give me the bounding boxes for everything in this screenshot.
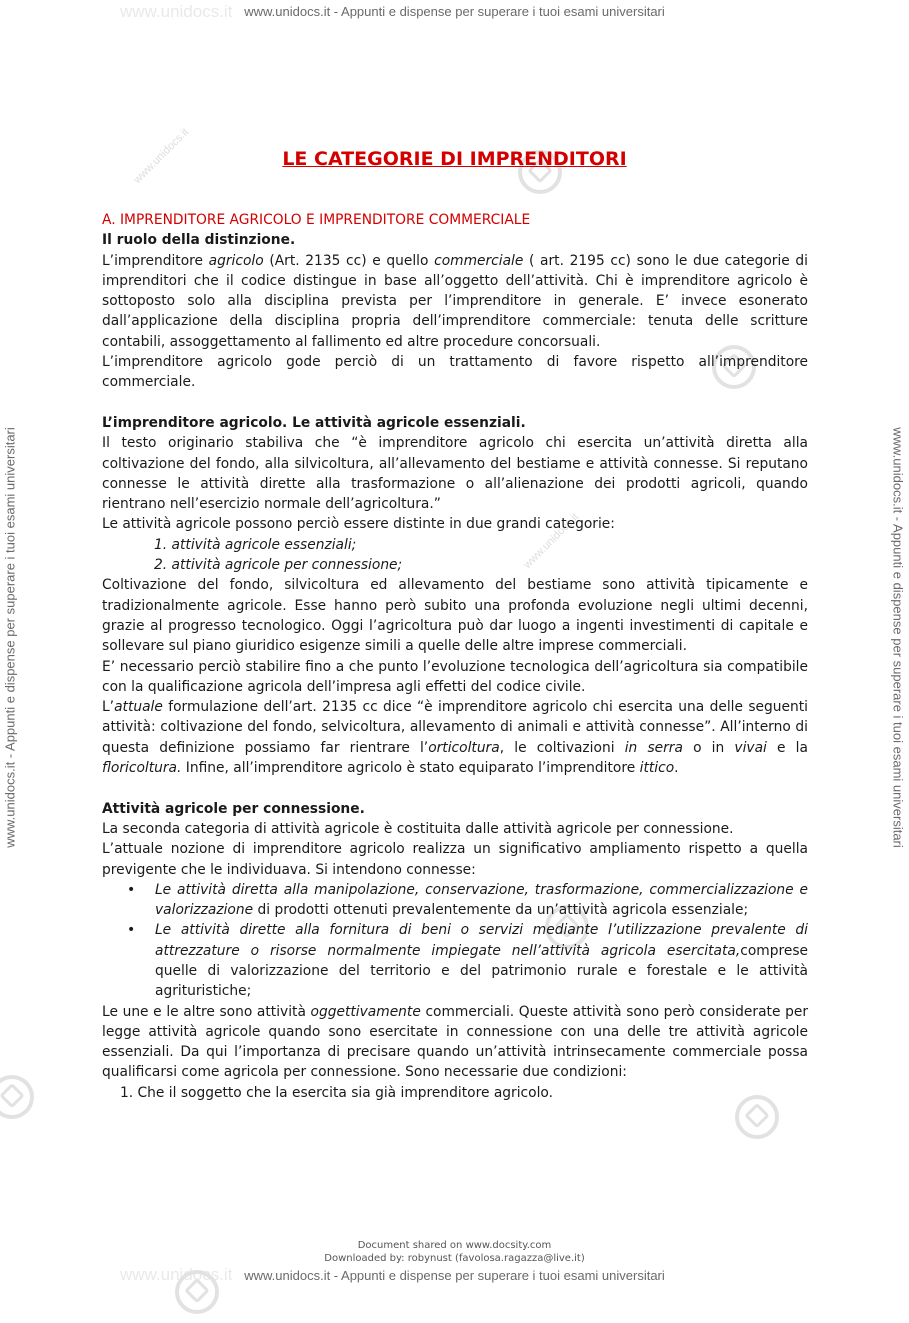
text-run: L’imprenditore <box>102 252 209 269</box>
paragraph <box>102 251 808 352</box>
text-run: ( art. 2195 cc) sono le due categorie di imprenditori che il codice distingue in base all’oggetto dell’attività. Chi è imprenditore agricolo è sottoposto solo alla disciplina prevista per l’imprenditore in generale. E’ invece esonerato dall’applicazione della disciplina propria dell’imprenditore commerciale: tenuta delle scritture contabili, assoggettamento al fallimento ed altre procedure concorsuali. <box>102 252 809 350</box>
text-run-italic: vivai <box>734 739 767 756</box>
watermark-banner-right: www.unidocs.it - Appunti e dispense per superare i tuoi esami universitari <box>890 427 906 848</box>
text-run: formulazione dell’art. 2135 cc dice “è imprenditore agricolo chi esercita una delle seguenti attività: coltivazione del fondo, selvicoltura, allevamento di animali e attività connesse”. All’interno di questa definizione possiamo far rientrare l’ <box>102 699 808 756</box>
document-body <box>102 210 808 1103</box>
text-run-italic: commerciale <box>434 252 524 269</box>
text-run: Infine, all’imprenditore agricolo è stato equiparato l’imprenditore <box>181 760 640 777</box>
categories-list <box>102 535 808 576</box>
paragraph: Le attività agricole possono perciò essere distinte in due grandi categorie: <box>102 516 615 533</box>
text-run: o in <box>682 739 735 756</box>
list-item <box>102 920 808 1001</box>
paragraph: E’ necessario perciò stabilire fino a che punto l’evoluzione tecnologica dell’agricoltura sia compatibile con la qualificazione agricola dell’impresa agli effetti del codice civile. <box>102 658 808 695</box>
text-run-italic: floricoltura. <box>102 760 182 777</box>
paragraph: Il testo originario stabiliva che “è imprenditore agricolo chi esercita un’attività diretta alla coltivazione del fondo, alla silvicoltura, all’allevamento del bestiame e attività connesse. Si reputano connesse le attività dirette alla trasformazione o all’alienazione dei prodotti agricoli, quando rientrano nell’esercizio normale dell’agricoltura.” <box>102 435 808 513</box>
conditions-list <box>102 1083 808 1103</box>
text-run-italic: orticoltura <box>428 739 500 756</box>
text-run: L’ <box>102 699 115 716</box>
paragraph: L’imprenditore agricolo gode perciò di un trattamento di favore rispetto all’imprenditore commerciale. <box>102 354 808 391</box>
spacer <box>102 393 808 413</box>
section-heading-a: A. IMPRENDITORE AGRICOLO E IMPRENDITORE COMMERCIALE <box>102 212 531 228</box>
text-run: Le une e le altre sono attività <box>102 1003 311 1020</box>
list-item <box>102 880 808 921</box>
ghost-watermark-diag: www.unidocs.it <box>131 126 192 186</box>
list-item: 1. attività agricole essenziali; <box>154 536 357 553</box>
text-run-italic: attuale <box>114 699 163 716</box>
footer-shared-line: Document shared on www.docsity.com <box>357 1240 552 1251</box>
paragraph: L’attuale nozione di imprenditore agricolo realizza un significativo ampliamento rispetto a quella previgente che le individuava. Si intendono connesse: <box>102 841 808 878</box>
list-item: 1. Che il soggetto che la esercita sia già imprenditore agricolo. <box>120 1084 553 1101</box>
text-run-italic: ittico <box>639 760 675 777</box>
spacer <box>102 778 808 798</box>
watermark-banner-top: www.unidocs.it - Appunti e dispense per superare i tuoi esami universitari <box>244 4 665 19</box>
text-run-italic: Le attività diretta alla manipolazione, conservazione, trasformazione, commercializzazione e valorizzazione <box>155 881 808 919</box>
list-item: 2. attività agricole per connessione; <box>154 557 403 574</box>
bullet-icon: • <box>127 922 136 939</box>
watermark-banner-left: www.unidocs.it - Appunti e dispense per superare i tuoi esami universitari <box>2 427 18 848</box>
page-title: LE CATEGORIE DI IMPRENDITORI <box>282 148 627 170</box>
footer-downloaded-line: Downloaded by: robynust (favolosa.ragazza@live.it) <box>324 1253 585 1264</box>
paragraph: Coltivazione del fondo, silvicoltura ed allevamento del bestiame sono attività tipicamente e tradizionalmente agricole. Esse hanno però subito una profonda evoluzione negli ultimi decenni, grazie al progresso tecnologico. Oggi l’agricoltura può dar luogo a ingenti investimenti di capitale e sollevare sul piano giuridico esigenze simili a quelle delle altre imprese commerciali. <box>102 577 808 655</box>
ghost-watermark-diag: www.unidocs.it <box>521 511 582 571</box>
text-run-italic: in serra <box>624 739 683 756</box>
text-run: . <box>674 760 679 777</box>
text-run: , le coltivazioni <box>499 739 625 756</box>
text-run: e la <box>766 739 808 756</box>
text-run: di prodotti ottenuti prevalentemente da un’attività agricola essenziale; <box>253 902 749 919</box>
bullet-icon: • <box>127 881 136 898</box>
text-run-italic: agricolo <box>208 252 264 269</box>
watermark-banner-bottom: www.unidocs.it - Appunti e dispense per superare i tuoi esami universitari <box>244 1268 665 1283</box>
subheading-agricultural: L’imprenditore agricolo. Le attività agricole essenziali. <box>102 414 526 431</box>
text-run-italic: oggettivamente <box>310 1003 421 1020</box>
paragraph <box>102 1002 808 1083</box>
subheading-connection: Attività agricole per connessione. <box>102 800 365 817</box>
text-run: comprese quelle di valorizzazione del territorio e del patrimonio rurale e forestale e le attività agrituristiche; <box>155 942 808 1000</box>
subheading-distinction: Il ruolo della distinzione. <box>102 232 296 249</box>
ghost-watermark-top: www.unidocs.it <box>120 2 233 21</box>
text-run-italic: Le attività dirette alla fornitura di beni o servizi mediante l’utilizzazione prevalente di attrezzature o risorse normalmente impiegate nell’attività agricola esercitata, <box>155 922 808 959</box>
text-run: commerciali. Queste attività sono però considerate per legge attività agricole quando sono esercitate in connessione con una delle tre attività agricole essenziali. Da qui l’importanza di precisare quando un’attività intrinsecamente commerciale possa qualificarsi come agricola per connessione. Sono necessarie due condizioni: <box>102 1003 808 1081</box>
paragraph: La seconda categoria di attività agricole è costituita dalle attività agricole per connessione. <box>102 820 734 837</box>
ghost-watermark-bottom: www.unidocs.it <box>120 1265 233 1284</box>
text-run: (Art. 2135 cc) e quello <box>263 252 435 269</box>
paragraph <box>102 697 808 778</box>
connected-activities-list <box>102 880 808 1002</box>
download-footer <box>0 1239 909 1265</box>
